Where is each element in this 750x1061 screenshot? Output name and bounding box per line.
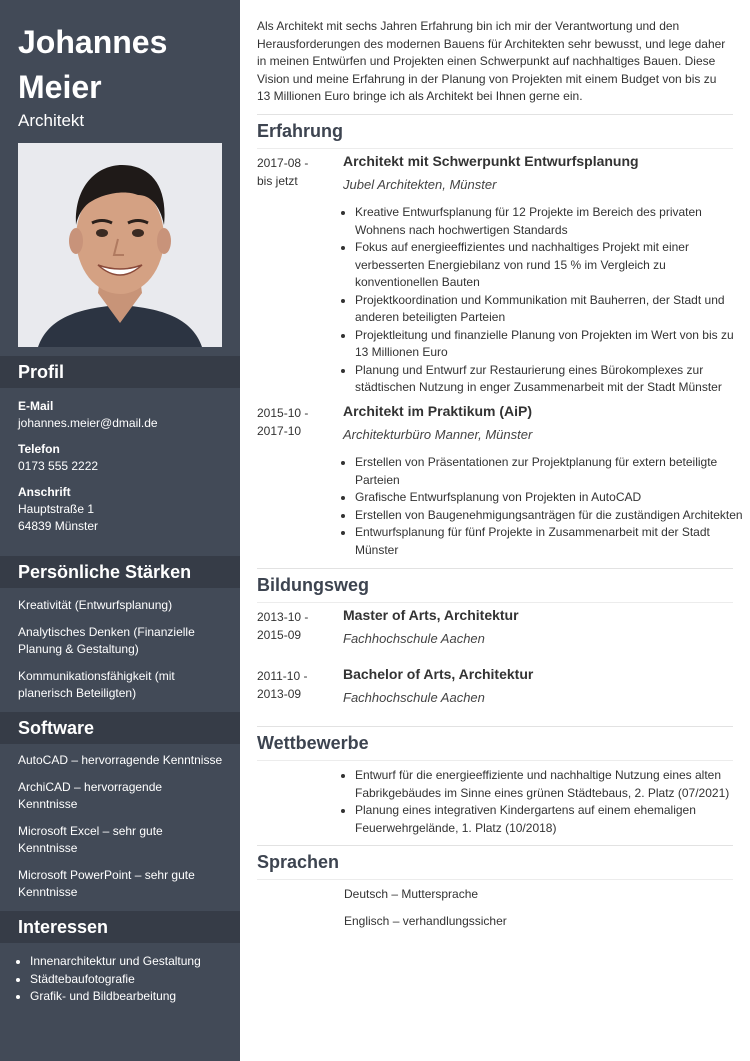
strengths-list [18,597,223,712]
list-item: ArchiCAD – hervorragende Kenntnisse [18,779,163,811]
education-heading: Bildungsweg [257,568,733,603]
education-date: 2011-10 - 2013-09 [257,669,308,701]
list-item: • Projektkoordination und Kommunikation mit Bauherren, der Stadt und anderen beteiligten Parteien [355,292,745,327]
software-heading: Software [0,712,240,744]
list-item: Kommunikationsfähigkeit (mit planerisch Beteiligten) [18,668,175,700]
list-item: • Planung und Entwurf zur Restaurierung eines Bürokomplexes zur städtischen Nutzung in enger Zusammenarbeit mit der Stadt Münster [355,362,745,397]
phone-label: Telefon [18,442,60,456]
sidebar [0,0,240,1061]
intro-text: Als Architekt mit sechs Jahren Erfahrung bin ich mir der Verantwortung und den Herausforderungen des modernen Bauens für Architekten sehr bewusst, und lege daher in meinen Entwürfen und Projekten einen Schwerpunkt auf nachhaltiges Bauen. Diese Vision und meine Erfahrung in der Planung von Projekten mit einem Budget von bis zu 13 Millionen Euro bringe ich als Architekt bei Ihnen gerne ein. [257,19,726,103]
languages-heading: Sprachen [257,845,733,880]
list-item: Analytisches Denken (Finanzielle Planung & Gestaltung) [18,624,195,656]
email-label: E-Mail [18,399,54,413]
degree-title: Master of Arts, Architektur [343,607,519,623]
list-item: AutoCAD – hervorragende Kenntnisse [18,753,223,767]
job-bullets [343,454,745,559]
school-name: Fachhochschule Aachen [343,631,485,646]
address-street: Hauptstraße 1 [18,502,95,516]
job-bullets [343,204,745,397]
list-item: • Städtebaufotografie [30,971,201,989]
job-company: Jubel Architekten, Münster [343,177,497,192]
email-value[interactable]: johannes.meier@dmail.de [18,416,158,430]
list-item: • Entwurfsplanung für fünf Projekte in Zusammenarbeit mit der Stadt Münster [355,524,745,559]
strengths-heading: Persönliche Stärken [0,556,240,588]
profile-photo [18,143,222,347]
experience-heading: Erfahrung [257,114,733,149]
list-item: • Fokus auf energieeffizientes und nachhaltiges Projekt mit einer verbesserten Energiebilanz von rund 15 % im Vergleich zu konventionellen Bauten [355,239,745,292]
first-name: Johannes [18,24,168,60]
address-city: 64839 Münster [18,519,99,533]
education-date: 2013-10 - 2015-09 [257,610,309,642]
list-item: Microsoft PowerPoint – sehr gute Kenntnisse [18,867,195,899]
contact-block [18,398,223,535]
list-item: • Projektleitung und finanzielle Planung von Projekten im Wert von bis zu 13 Millionen Euro [355,327,745,362]
list-item: Microsoft Excel – sehr gute Kenntnisse [18,823,163,855]
list-item: • Kreative Entwurfsplanung für 12 Projekte im Bereich des privaten Wohnens nach hochwertigen Standards [355,204,745,239]
competitions-heading: Wettbewerbe [257,726,733,761]
job-title: Architekt mit Schwerpunkt Entwurfsplanung [343,153,639,169]
job-title: Architekt [18,111,85,130]
interests-list [12,953,201,1006]
job-company: Architekturbüro Manner, Münster [343,427,533,442]
list-item: • Grafik- und Bildbearbeitung [30,988,201,1006]
last-name: Meier [18,69,102,105]
competitions-list [343,767,745,837]
job-date: 2015-10 - 2017-10 [257,406,309,438]
list-item: • Innenarchitektur und Gestaltung [30,953,201,971]
language-item: Deutsch – Muttersprache [344,887,479,901]
job-title: Architekt im Praktikum (AiP) [343,403,533,419]
list-item: • Erstellen von Präsentationen zur Projektplanung für extern beteiligte Parteien [355,454,745,489]
job-date: 2017-08 - bis jetzt [257,156,309,188]
degree-title: Bachelor of Arts, Architektur [343,666,534,682]
address-label: Anschrift [18,485,71,499]
list-item: Kreativität (Entwurfsplanung) [18,598,173,612]
software-list [18,752,223,911]
list-item: • Erstellen von Baugenehmigungsanträgen für die zuständigen Architekten [355,507,745,525]
list-item: • Planung eines integrativen Kindergartens auf einem ehemaligen Feuerwehrgelände, 1. Platz (10/2018) [355,802,745,837]
portrait-image [18,143,222,347]
profil-heading: Profil [0,356,240,388]
language-item: Englisch – verhandlungssicher [344,914,507,928]
phone-value[interactable]: 0173 555 2222 [18,459,99,473]
person-name [18,20,167,110]
school-name: Fachhochschule Aachen [343,690,485,705]
list-item: • Grafische Entwurfsplanung von Projekten in AutoCAD [355,489,745,507]
interests-heading: Interessen [0,911,240,943]
list-item: • Entwurf für die energieeffiziente und nachhaltige Nutzung eines alten Fabrikgebäudes im Sinne eines grünen Städtebaus, 2. Platz (07/2021) [355,767,745,802]
